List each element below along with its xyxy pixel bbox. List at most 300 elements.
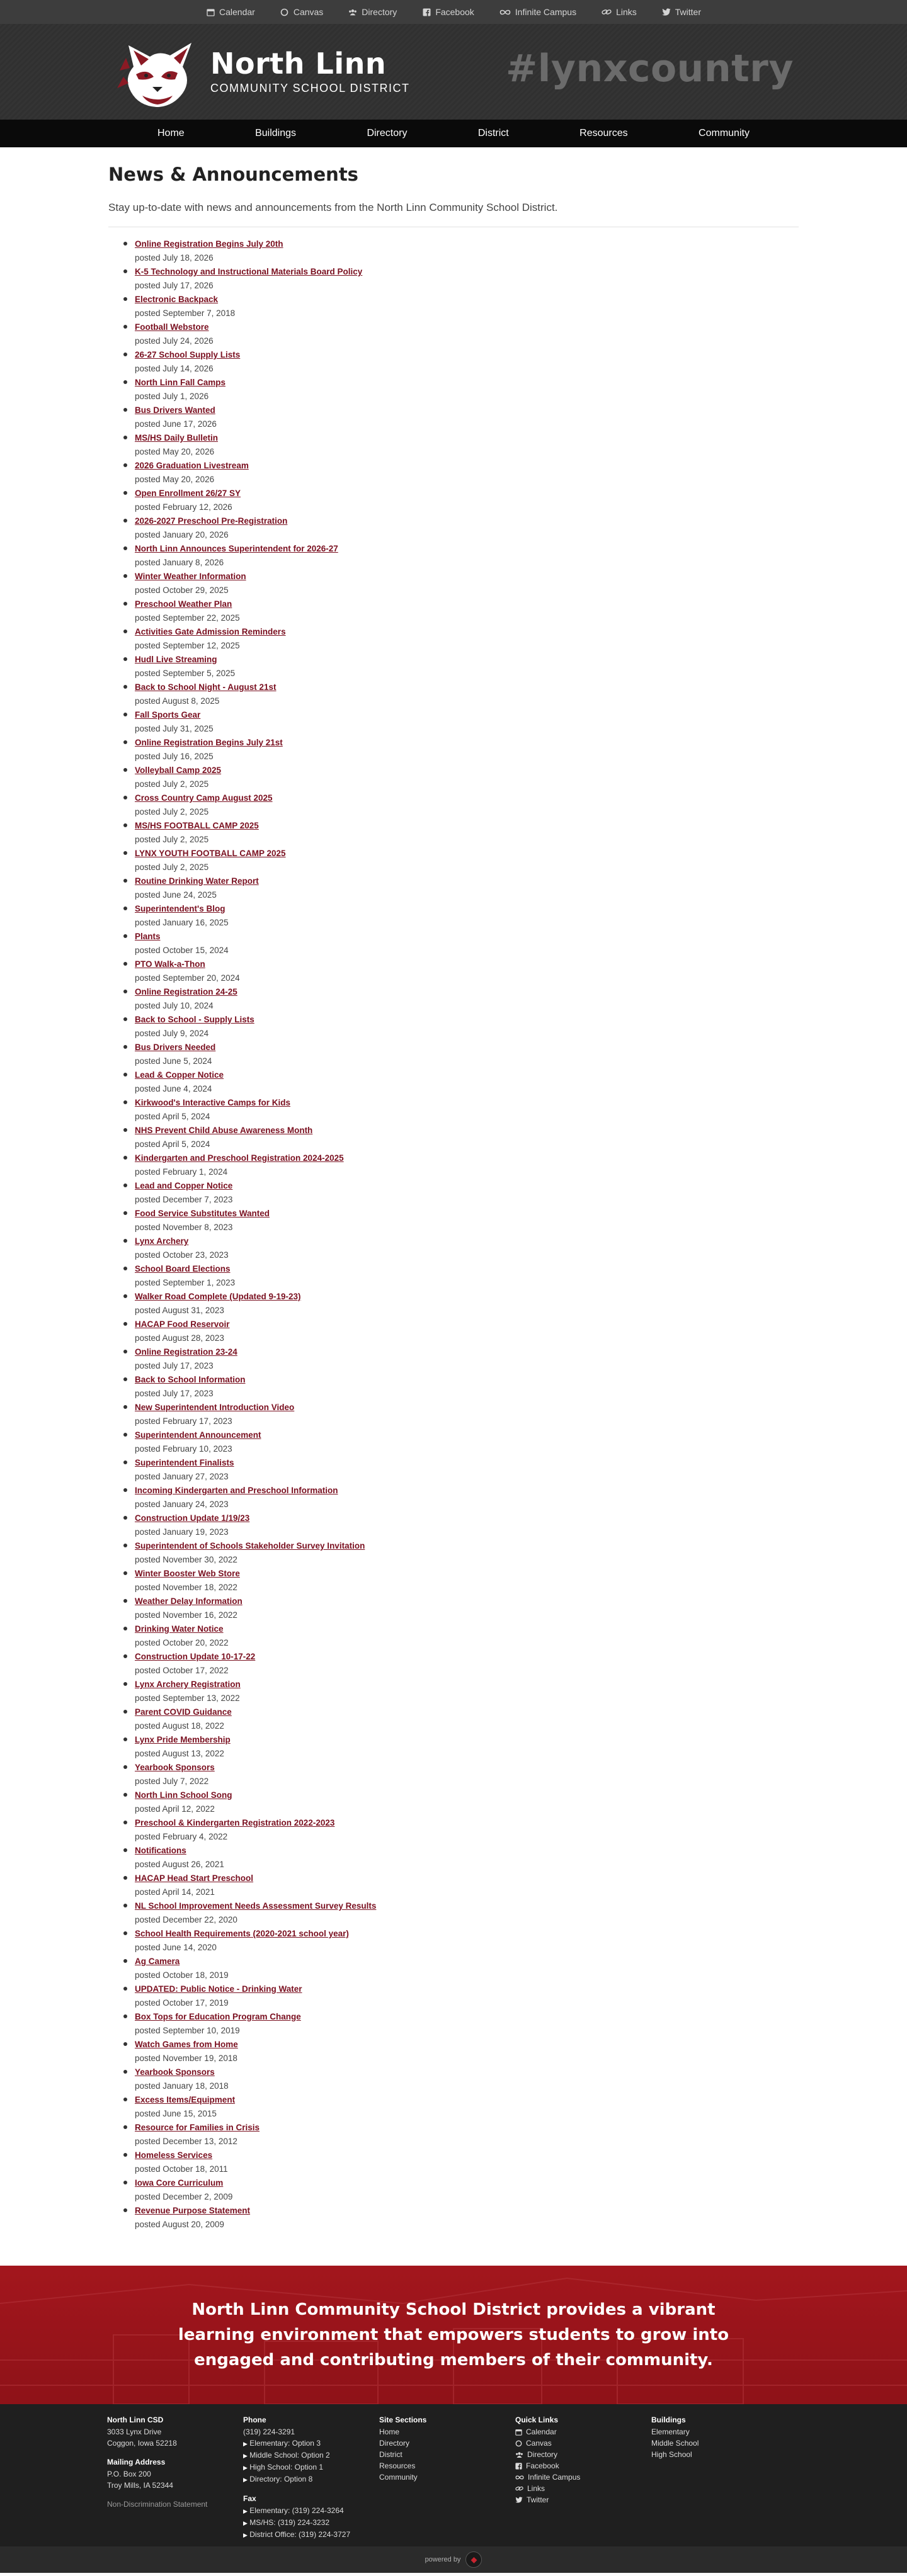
footer-phone-heading: Phone [243, 2415, 266, 2424]
site-header [0, 24, 907, 120]
news-item-link[interactable]: North Linn Fall Camps [135, 378, 226, 387]
news-item [134, 1982, 799, 2010]
news-item-link[interactable]: Superintendent Announcement [135, 1430, 261, 1440]
news-item-date: posted September 10, 2019 [135, 2026, 240, 2035]
utility-link-links[interactable] [602, 7, 637, 17]
news-item-link[interactable]: Plants [135, 932, 161, 941]
news-item [134, 1650, 799, 1678]
news-item-date: posted July 2, 2025 [135, 862, 209, 872]
news-item [134, 2038, 799, 2065]
news-item-date: posted January 24, 2023 [135, 1500, 229, 1509]
utility-link-directory[interactable] [348, 7, 397, 17]
news-item [134, 1872, 799, 1899]
news-item-link[interactable]: Lead and Copper Notice [135, 1181, 233, 1190]
infinite-campus-icon [499, 8, 511, 16]
news-item-link[interactable]: Fall Sports Gear [135, 710, 201, 720]
footer-quick-link-links[interactable]: Links [515, 2483, 651, 2494]
footer-mailing-city: Troy Mills, IA 52344 [107, 2481, 173, 2490]
caret-right-icon: ▶ [243, 2453, 248, 2459]
main-content [108, 147, 799, 2257]
news-item [134, 1013, 799, 1041]
news-item-link[interactable]: Bus Drivers Wanted [135, 405, 215, 415]
calendar-icon [206, 8, 215, 16]
news-item-link[interactable]: Activities Gate Admission Reminders [135, 627, 286, 636]
news-item [134, 1484, 799, 1511]
utility-link-calendar[interactable] [206, 7, 255, 17]
mission-statement: North Linn Community School District provides a vibrant learning environment that empowers students to grow into engaged and contributing members of their community. [178, 2300, 729, 2370]
news-item [134, 847, 799, 874]
mission-banner [0, 2266, 907, 2404]
news-item-link[interactable]: Kirkwood's Interactive Camps for Kids [135, 1098, 291, 1107]
footer-mailing-heading: Mailing Address [107, 2458, 166, 2466]
news-item-link[interactable]: Open Enrollment 26/27 SY [135, 489, 241, 498]
footer-site-sections [379, 2414, 515, 2541]
news-item [134, 736, 799, 764]
news-item [134, 1456, 799, 1484]
news-item-date: posted July 16, 2025 [135, 752, 214, 761]
news-item-date: posted December 2, 2009 [135, 2192, 233, 2201]
news-item-link[interactable]: Food Service Substitutes Wanted [135, 1209, 270, 1218]
news-item [134, 570, 799, 597]
news-item-date: posted July 10, 2024 [135, 1001, 214, 1010]
caret-right-icon: ▶ [243, 2477, 248, 2483]
news-item [134, 1262, 799, 1290]
news-item-link[interactable]: Online Registration Begins July 20th [135, 239, 283, 249]
footer-fax-line: ▶ Elementary: (319) 224-3264 [243, 2506, 344, 2515]
caret-right-icon: ▶ [243, 2441, 248, 2447]
footer-fax-line: ▶ District Office: (319) 224-3727 [243, 2530, 351, 2539]
utility-link-label: Links [616, 7, 637, 17]
news-item-date: posted November 19, 2018 [135, 2053, 237, 2063]
nav-item-resources[interactable]: Resources [579, 128, 628, 138]
news-item-date: posted June 15, 2015 [135, 2109, 217, 2118]
news-item-link[interactable]: Volleyball Camp 2025 [135, 765, 222, 775]
news-item-date: posted September 22, 2025 [135, 613, 240, 623]
news-item-date: posted February 1, 2024 [135, 1167, 228, 1177]
news-item [134, 708, 799, 736]
news-item-link[interactable]: Kindergarten and Preschool Registration 2024-2025 [135, 1153, 344, 1163]
nav-item-buildings[interactable]: Buildings [255, 128, 297, 138]
footer-link-resources[interactable]: Resources [379, 2461, 416, 2470]
news-item-link[interactable]: MS/HS FOOTBALL CAMP 2025 [135, 821, 259, 830]
footer-building-middle-school[interactable]: Middle School [651, 2439, 699, 2448]
directory-icon [515, 2451, 523, 2458]
footer-quick-link-twitter[interactable]: Twitter [515, 2494, 651, 2505]
news-item-date: posted August 20, 2009 [135, 2220, 224, 2229]
brand-home-link[interactable] [117, 33, 410, 111]
site-title: North Linn [210, 46, 387, 81]
news-item-link[interactable]: Back to School Information [135, 1375, 246, 1384]
footer-quick-link-infinite-campus[interactable]: Infinite Campus [515, 2471, 651, 2483]
news-item-link[interactable]: Lead & Copper Notice [135, 1070, 224, 1080]
news-item [134, 1373, 799, 1401]
news-item-link[interactable]: Construction Update 10-17-22 [135, 1652, 256, 1661]
news-item [134, 2176, 799, 2204]
news-item-date: posted January 27, 2023 [135, 1472, 229, 1481]
news-item-date: posted October 18, 2011 [135, 2164, 228, 2174]
news-item-date: posted November 16, 2022 [135, 1610, 237, 1620]
links-icon [515, 2485, 523, 2492]
news-item-link[interactable]: MS/HS Daily Bulletin [135, 433, 219, 443]
footer-quick-link-directory[interactable]: Directory [515, 2449, 651, 2460]
news-item-link[interactable]: Incoming Kindergarten and Preschool Information [135, 1486, 338, 1495]
news-item-link[interactable]: Drinking Water Notice [135, 1624, 224, 1634]
footer-street: 3033 Lynx Drive [107, 2427, 162, 2436]
news-item-date: posted October 17, 2019 [135, 1998, 229, 2008]
news-item-date: posted July 17, 2023 [135, 1361, 214, 1370]
powered-by-label: powered by [425, 2556, 461, 2563]
news-item [134, 2065, 799, 2093]
news-item-link[interactable]: Back to School - Supply Lists [135, 1015, 254, 1024]
footer-phone-option: ▶ Directory: Option 8 [243, 2475, 313, 2483]
news-item-link[interactable]: North Linn School Song [135, 1790, 232, 1800]
news-item [134, 1567, 799, 1595]
utility-link-label: Facebook [435, 7, 474, 17]
footer-link-community[interactable]: Community [379, 2473, 418, 2482]
news-item-link[interactable]: Excess Items/Equipment [135, 2095, 236, 2104]
news-item-date: posted July 7, 2022 [135, 1777, 209, 1786]
news-item-date: posted June 5, 2024 [135, 1056, 212, 1066]
nav-item-directory[interactable]: Directory [367, 128, 408, 138]
news-item-link[interactable]: North Linn Announces Superintendent for 2026-27 [135, 544, 338, 553]
news-item-link[interactable]: Iowa Core Curriculum [135, 2178, 224, 2188]
news-item [134, 1927, 799, 1955]
news-item-date: posted September 7, 2018 [135, 308, 236, 318]
news-item-date: posted July 14, 2026 [135, 364, 214, 373]
news-item-date: posted July 31, 2025 [135, 724, 214, 733]
news-item-link[interactable]: Lynx Archery [135, 1236, 189, 1246]
news-item [134, 320, 799, 348]
news-item [134, 1401, 799, 1428]
footer-quick-links [515, 2414, 651, 2541]
canvas-icon [280, 8, 289, 16]
news-item-link[interactable]: 2026 Graduation Livestream [135, 461, 249, 470]
news-item-link[interactable]: Preschool & Kindergarten Registration 2022-2023 [135, 1818, 335, 1827]
nav-item-home[interactable]: Home [157, 128, 185, 138]
news-item-link[interactable]: Construction Update 1/19/23 [135, 1513, 250, 1523]
news-item-link[interactable]: Revenue Purpose Statement [135, 2206, 251, 2215]
news-item [134, 597, 799, 625]
news-item [134, 514, 799, 542]
news-item-date: posted February 4, 2022 [135, 1832, 228, 1841]
news-item-date: posted September 13, 2022 [135, 1693, 240, 1703]
news-item [134, 376, 799, 404]
site-subtitle: COMMUNITY SCHOOL DISTRICT [210, 81, 410, 94]
news-item [134, 348, 799, 376]
footer-fax-line: ▶ MS/HS: (319) 224-3232 [243, 2518, 329, 2527]
news-item-link[interactable]: Superintendent of Schools Stakeholder Survey Invitation [135, 1541, 365, 1551]
news-item-date: posted December 7, 2023 [135, 1195, 233, 1204]
footer-quick-link-canvas[interactable]: Canvas [515, 2438, 651, 2449]
canvas-icon [515, 2440, 522, 2447]
news-item-date: posted November 30, 2022 [135, 1555, 237, 1564]
news-item-date: posted July 24, 2026 [135, 336, 214, 346]
news-item-date: posted January 18, 2018 [135, 2081, 229, 2091]
news-item [134, 1068, 799, 1096]
news-item-link[interactable]: NHS Prevent Child Abuse Awareness Month [135, 1126, 313, 1135]
news-item-date: posted October 18, 2019 [135, 1970, 229, 1980]
news-item-link[interactable]: Yearbook Sponsors [135, 1763, 215, 1772]
news-item [134, 2093, 799, 2121]
news-item-link[interactable]: 2026-2027 Preschool Pre-Registration [135, 516, 288, 526]
news-item-date: posted June 4, 2024 [135, 1084, 212, 1093]
news-item [134, 1345, 799, 1373]
news-item [134, 293, 799, 320]
news-item [134, 1428, 799, 1456]
news-item-date: posted April 5, 2024 [135, 1139, 210, 1149]
news-item [134, 1179, 799, 1207]
page-intro: Stay up-to-date with news and announcements from the North Linn Community School District. [108, 201, 558, 213]
news-item-date: posted October 20, 2022 [135, 1638, 229, 1647]
news-item-date: posted August 31, 2023 [135, 1306, 224, 1315]
news-item-link[interactable]: Notifications [135, 1846, 186, 1855]
news-item-link[interactable]: Routine Drinking Water Report [135, 876, 259, 886]
news-item-link[interactable]: Watch Games from Home [135, 2040, 238, 2049]
news-item-link[interactable]: HACAP Food Reservoir [135, 1319, 230, 1329]
news-item-date: posted November 8, 2023 [135, 1223, 233, 1232]
news-item [134, 1124, 799, 1151]
news-item-link[interactable]: K-5 Technology and Instructional Materials Board Policy [135, 267, 363, 276]
footer-phone-option: ▶ Elementary: Option 3 [243, 2439, 321, 2448]
news-item [134, 1678, 799, 1705]
news-item-date: posted October 15, 2024 [135, 946, 229, 955]
news-item-link[interactable]: Ag Camera [135, 1957, 180, 1966]
news-item-link[interactable]: Winter Booster Web Store [135, 1569, 240, 1578]
utility-link-facebook[interactable] [422, 7, 474, 17]
news-item [134, 791, 799, 819]
news-item-date: posted August 8, 2025 [135, 696, 220, 706]
news-item-link[interactable]: Homeless Services [135, 2150, 213, 2160]
footer-buildings-heading: Buildings [651, 2415, 686, 2424]
news-item-date: posted July 9, 2024 [135, 1029, 209, 1038]
news-item [134, 265, 799, 293]
news-item-date: posted May 20, 2026 [135, 475, 215, 484]
news-item-link[interactable]: Lynx Archery Registration [135, 1680, 241, 1689]
news-item-date: posted July 2, 2025 [135, 779, 209, 789]
links-icon [602, 8, 612, 16]
footer-quick-link-calendar[interactable]: Calendar [515, 2426, 651, 2438]
news-item-date: posted April 14, 2021 [135, 1887, 215, 1897]
footer-quick-link-facebook[interactable]: Facebook [515, 2460, 651, 2471]
news-item-date: posted February 17, 2023 [135, 1416, 232, 1426]
news-item-link[interactable]: Electronic Backpack [135, 295, 219, 304]
news-item-date: posted June 17, 2026 [135, 419, 217, 429]
news-item-link[interactable]: Online Registration 23-24 [135, 1347, 237, 1357]
footer-link-home[interactable]: Home [379, 2427, 400, 2436]
news-item-date: posted January 19, 2023 [135, 1527, 229, 1537]
news-item-link[interactable]: Hudl Live Streaming [135, 655, 217, 664]
news-item [134, 542, 799, 570]
utility-link-label: Infinite Campus [515, 7, 577, 17]
news-item-date: posted August 13, 2022 [135, 1749, 224, 1758]
news-item-date: posted February 10, 2023 [135, 1444, 232, 1454]
news-item-link[interactable]: Superintendent's Blog [135, 904, 225, 913]
news-item [134, 625, 799, 653]
news-item [134, 819, 799, 847]
news-item [134, 1096, 799, 1124]
utility-link-twitter[interactable] [662, 7, 701, 17]
news-item [134, 1816, 799, 1844]
caret-right-icon: ▶ [243, 2532, 248, 2538]
news-item [134, 459, 799, 487]
news-item-link[interactable]: Back to School Night - August 21st [135, 682, 277, 692]
footer-contact [107, 2414, 243, 2541]
utility-bar [0, 0, 907, 24]
news-item-date: posted July 2, 2025 [135, 835, 209, 844]
powered-by-bar [0, 2546, 907, 2573]
news-item-link[interactable]: New Superintendent Introduction Video [135, 1403, 295, 1412]
footer-po-box: P.O. Box 200 [107, 2470, 151, 2478]
news-item [134, 2149, 799, 2176]
news-item-date: posted September 12, 2025 [135, 641, 240, 650]
news-item-date: posted August 26, 2021 [135, 1860, 224, 1869]
news-item [134, 985, 799, 1013]
news-item-link[interactable]: Superintendent Finalists [135, 1458, 234, 1467]
news-item-link[interactable]: NL School Improvement Needs Assessment Survey Results [135, 1901, 377, 1911]
nav-item-district[interactable]: District [477, 128, 509, 138]
news-item [134, 1539, 799, 1567]
news-item [134, 681, 799, 708]
news-item [134, 1899, 799, 1927]
nav-item-community[interactable]: Community [699, 128, 750, 138]
news-item-link[interactable]: Bus Drivers Needed [135, 1042, 216, 1052]
news-item-date: posted November 18, 2022 [135, 1583, 237, 1592]
caret-right-icon: ▶ [243, 2508, 248, 2514]
facebook-icon [515, 2463, 522, 2470]
news-item [134, 764, 799, 791]
twitter-icon [662, 8, 671, 16]
news-item [134, 1511, 799, 1539]
news-item-link[interactable]: Preschool Weather Plan [135, 599, 232, 609]
utility-link-canvas[interactable] [280, 7, 323, 17]
footer-building-elementary[interactable]: Elementary [651, 2427, 690, 2436]
directory-icon [348, 8, 357, 16]
utility-link-infinite-campus[interactable] [499, 7, 576, 17]
calendar-icon [515, 2429, 522, 2436]
facebook-icon [422, 8, 431, 16]
news-item [134, 1041, 799, 1068]
nondiscrimination-link[interactable]: Non-Discrimination Statement [107, 2500, 208, 2509]
utility-link-label: Calendar [219, 7, 255, 17]
hashtag: #lynxcountry [506, 47, 794, 91]
news-item-link[interactable]: School Board Elections [135, 1264, 231, 1274]
news-item-date: posted January 16, 2025 [135, 918, 229, 927]
news-item-date: posted September 20, 2024 [135, 973, 240, 983]
news-item-date: posted May 20, 2026 [135, 447, 215, 456]
news-item [134, 874, 799, 902]
news-item-link[interactable]: Football Webstore [135, 322, 209, 332]
news-item-date: posted June 14, 2020 [135, 1943, 217, 1952]
news-item-date: posted July 2, 2025 [135, 807, 209, 816]
news-item-date: posted October 17, 2022 [135, 1666, 229, 1675]
footer-phone-option: ▶ High School: Option 1 [243, 2463, 324, 2471]
news-item-link[interactable]: HACAP Head Start Preschool [135, 1873, 254, 1883]
footer-phone [243, 2414, 379, 2541]
news-item [134, 404, 799, 431]
news-item [134, 1622, 799, 1650]
news-list [108, 237, 799, 2232]
footer-fax-heading: Fax [243, 2494, 256, 2503]
news-item [134, 1761, 799, 1788]
news-item-link[interactable]: Online Registration 24-25 [135, 987, 237, 997]
utility-link-label: Canvas [293, 7, 324, 17]
news-item [134, 1788, 799, 1816]
vendor-logo-icon[interactable]: ◆ [465, 2551, 482, 2568]
news-item [134, 1955, 799, 1982]
news-item [134, 653, 799, 681]
news-item-date: posted January 8, 2026 [135, 558, 224, 567]
news-item-date: posted January 20, 2026 [135, 530, 229, 539]
site-footer [0, 2404, 907, 2546]
news-item [134, 1705, 799, 1733]
main-nav [0, 120, 907, 147]
footer-link-directory[interactable]: Directory [379, 2439, 410, 2448]
utility-link-label: Twitter [675, 7, 701, 17]
news-item-link[interactable]: Weather Delay Information [135, 1596, 242, 1606]
news-item-link[interactable]: 26-27 School Supply Lists [135, 350, 241, 359]
news-item-link[interactable]: Resource for Families in Crisis [135, 2123, 260, 2132]
news-item-link[interactable]: Walker Road Complete (Updated 9-19-23) [135, 1292, 301, 1301]
news-item-date: posted February 12, 2026 [135, 502, 232, 512]
news-item-link[interactable]: LYNX YOUTH FOOTBALL CAMP 2025 [135, 849, 286, 858]
footer-site-sections-heading: Site Sections [379, 2415, 427, 2424]
news-item [134, 1733, 799, 1761]
news-item [134, 1318, 799, 1345]
news-item-link[interactable]: Winter Weather Information [135, 572, 246, 581]
news-item [134, 1151, 799, 1179]
news-item [134, 958, 799, 985]
news-item-date: posted August 18, 2022 [135, 1721, 224, 1731]
news-item [134, 930, 799, 958]
footer-city: Coggon, Iowa 52218 [107, 2439, 177, 2448]
news-item-date: posted December 13, 2012 [135, 2137, 237, 2146]
news-item-date: posted July 17, 2023 [135, 1389, 214, 1398]
news-item-link[interactable]: Yearbook Sponsors [135, 2067, 215, 2077]
footer-buildings [651, 2414, 787, 2541]
footer-phone-main[interactable]: (319) 224-3291 [243, 2427, 295, 2436]
news-item-link[interactable]: Online Registration Begins July 21st [135, 738, 283, 747]
infinite-campus-icon [515, 2475, 524, 2480]
news-item-link[interactable]: Lynx Pride Membership [135, 1735, 231, 1744]
news-item [134, 487, 799, 514]
footer-org-name: North Linn CSD [107, 2415, 164, 2424]
news-item-link[interactable]: Box Tops for Education Program Change [135, 2012, 301, 2021]
news-item-date: posted April 12, 2022 [135, 1804, 215, 1814]
footer-quick-links-heading: Quick Links [515, 2415, 559, 2424]
news-item-link[interactable]: Cross Country Camp August 2025 [135, 793, 273, 803]
caret-right-icon: ▶ [243, 2520, 248, 2526]
caret-right-icon: ▶ [243, 2465, 248, 2471]
news-item [134, 1595, 799, 1622]
utility-link-label: Directory [362, 7, 397, 17]
news-item-link[interactable]: Parent COVID Guidance [135, 1707, 232, 1717]
news-item-date: posted October 29, 2025 [135, 585, 229, 595]
news-item [134, 1844, 799, 1872]
footer-link-district[interactable]: District [379, 2450, 402, 2459]
news-item-link[interactable]: School Health Requirements (2020-2021 school year) [135, 1929, 349, 1938]
news-item [134, 1234, 799, 1262]
footer-building-high-school[interactable]: High School [651, 2450, 692, 2459]
page-title: News & Announcements [108, 164, 358, 185]
news-item [134, 902, 799, 930]
news-item-date: posted July 1, 2026 [135, 392, 209, 401]
news-item [134, 431, 799, 459]
news-item-link[interactable]: UPDATED: Public Notice - Drinking Water [135, 1984, 302, 1994]
news-item [134, 2204, 799, 2232]
news-item-date: posted July 17, 2026 [135, 281, 214, 290]
news-item-date: posted April 5, 2024 [135, 1112, 210, 1121]
news-item-link[interactable]: PTO Walk-a-Thon [135, 959, 205, 969]
